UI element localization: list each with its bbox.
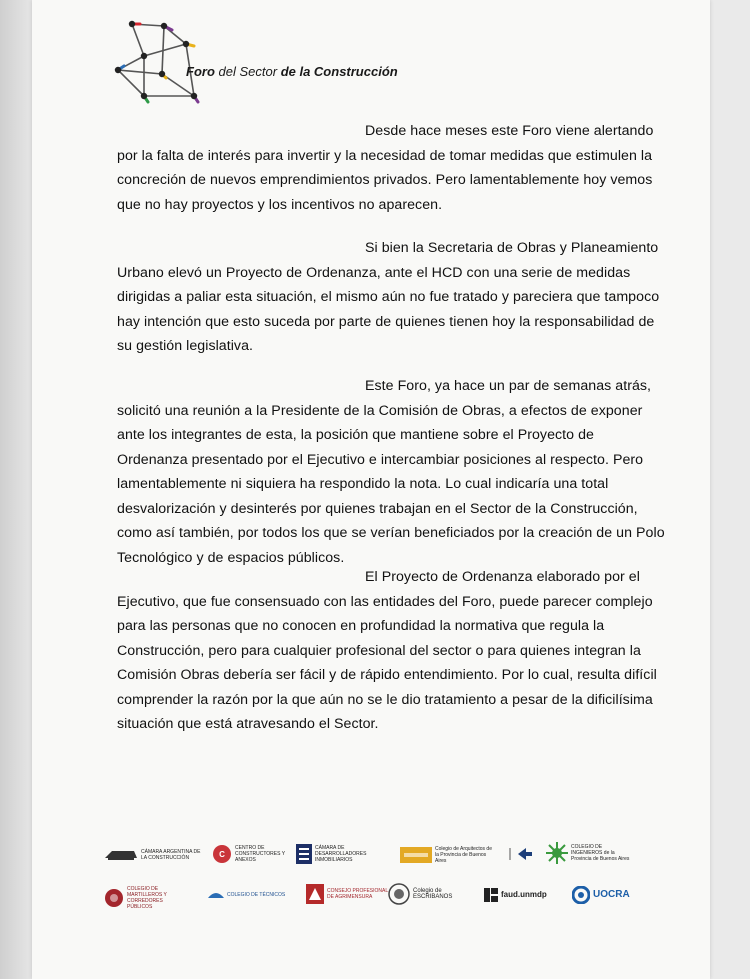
paragraph-line: Construcción, pero para cualquier profesional del sector o para quienes integran la <box>117 642 641 659</box>
sponsor-agrimensura <box>306 884 389 904</box>
paragraph-line: Este Foro, ya hace un par de semanas atrás, <box>365 378 652 394</box>
cipba-logo-icon <box>546 842 568 864</box>
sponsor-logos <box>100 836 660 926</box>
paragraph-1 <box>117 119 654 217</box>
sponsor-label: faud.unmdp <box>501 890 547 899</box>
paragraph-line: Tecnológico y de espacios públicos. <box>117 549 345 566</box>
paragraph-line: Ordenanza presentado por el Ejecutivo e intercambiar posiciones al respecto. Pero <box>117 451 644 468</box>
cdi-logo-icon <box>296 844 312 864</box>
logo-title-part2: del Sector <box>218 64 278 79</box>
paragraph-line: como así también, por todos los que se verían beneficiados por la creación de un Polo <box>117 525 665 541</box>
capba-logo-icon <box>400 847 432 863</box>
paragraph-line: ante los integrantes de esta, la posición que mantiene sobre el Proyecto de <box>117 427 594 443</box>
paragraph-line: concreción de nuevos emprendimientos privados. Pero lamentablemente hoy vemos <box>117 172 653 188</box>
sponsor-label: Colegio de Arquitectos de la Provincia de Buenos Aires <box>435 846 492 864</box>
paragraph-line: su gestión legislativa. <box>117 338 254 354</box>
paragraph-3 <box>117 374 665 570</box>
sponsor-label: UOCRA <box>593 889 630 900</box>
tecnicos-logo-icon <box>208 888 224 902</box>
paragraph-line: que no hay proyectos y los incentivos no aparecen. <box>117 196 443 213</box>
svg-text:C: C <box>219 850 225 859</box>
paragraph-line: desvalorización y desinterés por quienes trabajan en el Sector de la Construcción, <box>117 500 638 517</box>
paragraph-line: Comisión Obras debería ser fácil y de rápido entendimiento. Por lo cual, resulta difícil <box>117 667 657 683</box>
paragraph-line: hay intención que esto suceda por parte de quienes tienen hoy la responsabilidad de <box>117 313 655 330</box>
paragraph-line: Ejecutivo, que fue consensuado con las entidades del Foro, puede parecer complejo <box>117 593 653 610</box>
sponsor-centro-constructores <box>212 844 297 864</box>
sponsor-label: CENTRO DE CONSTRUCTORES Y ANEXOS <box>235 845 286 863</box>
paragraph-4 <box>117 565 657 737</box>
paragraph-line: lamentablemente ni siquiera ha respondido la nota. Lo cual indicaría una total <box>117 476 609 492</box>
sponsor-label: CÁMARA DE DESARROLLADORES INMOBILIARIOS <box>315 845 367 863</box>
sponsor-arrow-mark <box>508 846 534 862</box>
sponsor-uocra <box>572 886 630 904</box>
sponsor-label: CONSEJO PROFESIONAL DE AGRIMENSURA <box>327 888 388 900</box>
martilleros-logo-icon <box>104 888 124 908</box>
paragraph-line: dirigidas a paliar esta situación, el mismo aún no fue tratado y pareciera que tampoco <box>117 289 660 305</box>
uocra-logo-icon <box>572 886 590 904</box>
sponsor-escribanos <box>388 882 475 906</box>
sponsor-faud <box>484 888 547 902</box>
sponsor-label: CÁMARA ARGENTINA DE LA CONSTRUCCIÓN <box>141 849 201 861</box>
paragraph-line: Desde hace meses este Foro viene alertando <box>365 123 654 139</box>
logo-title-part1: Foro <box>186 64 215 79</box>
logo-title-part3: de la Construcción <box>280 64 398 79</box>
sponsor-colegio-martilleros <box>104 886 189 910</box>
faud-logo-icon <box>484 888 498 902</box>
sponsor-label: COLEGIO DE INGENIEROS de la Provincia de Buenos Aires <box>571 844 630 862</box>
sponsor-label: Colegio de ESCRIBANOS <box>413 888 453 900</box>
arrow-logo-icon <box>508 846 534 862</box>
logo-wordmark <box>186 64 398 79</box>
paragraph-line: Urbano elevó un Proyecto de Ordenanza, ante el HCD con una serie de medidas <box>117 264 631 281</box>
cca-logo-icon <box>212 844 232 864</box>
paragraph-line: comprender la razón por la que aún no se le dio tratamiento a pesar de la dificilísima <box>117 691 653 708</box>
paragraph-line: situación que está atravesando el Sector. <box>117 716 379 732</box>
paragraph-line: solicitó una reunión a la Presidente de la Comisión de Obras, a efectos de exponer <box>117 402 643 419</box>
sponsor-label: COLEGIO DE TÉCNICOS <box>227 892 286 898</box>
paragraph-line: El Proyecto de Ordenanza elaborado por el <box>365 569 640 585</box>
escribanos-seal-icon <box>388 882 410 906</box>
foro-logo-icon <box>114 16 224 108</box>
page-edge-shadow <box>0 0 32 979</box>
paragraph-line: Si bien la Secretaria de Obras y Planeamiento <box>365 240 659 256</box>
sponsor-cdi <box>296 844 377 864</box>
sponsor-colegio-ingenieros <box>546 842 633 864</box>
paragraph-line: por la falta de interés para invertir y la necesidad de tomar medidas que estimulen la <box>117 147 653 164</box>
sponsor-colegio-tecnicos <box>208 888 285 902</box>
sponsor-camarco <box>104 848 203 862</box>
sponsor-label: COLEGIO DE MARTILLEROS Y CORREDORES PÚBLICOS <box>127 886 167 910</box>
agrimensura-logo-icon <box>306 884 324 904</box>
paragraph-2 <box>117 236 660 359</box>
paragraph-line: para las personas que no conocen en profundidad la normativa que regula la <box>117 618 605 634</box>
camarco-logo-icon <box>104 848 138 862</box>
sponsor-colegio-arquitectos <box>400 846 497 864</box>
